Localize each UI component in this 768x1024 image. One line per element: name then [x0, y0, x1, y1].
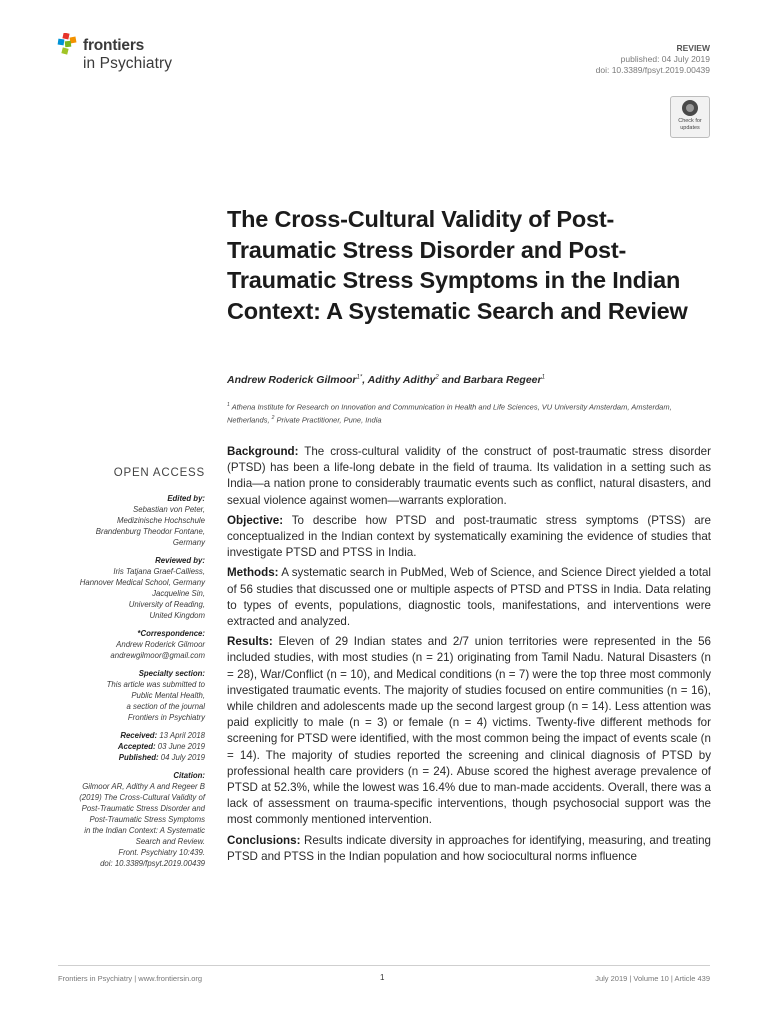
author-2[interactable]: Adithy Adithy — [367, 374, 436, 386]
conclusions-label: Conclusions: — [227, 833, 301, 847]
check-for-updates-label: Check for updates — [678, 118, 702, 131]
affiliation-1-marker: 1 — [227, 402, 230, 408]
received-value: 13 April 2018 — [157, 731, 205, 740]
published-label: Published: — [118, 753, 159, 762]
published-value: 04 July 2019 — [158, 753, 205, 762]
reviewed-by-heading: Reviewed by: — [155, 556, 205, 565]
author-1-affiliation: 1* — [356, 374, 363, 381]
conclusions-text: Results indicate diversity in approaches for identifying, measuring, and treating PTSD and PTSS in the Indian population and how sociocultural norms influence — [227, 833, 711, 863]
article-meta — [596, 43, 710, 76]
journal-name: in Psychiatry — [83, 55, 173, 72]
affiliations — [227, 400, 712, 426]
footer-journal-link[interactable]: Frontiers in Psychiatry | www.frontiersin.org — [58, 974, 203, 983]
methods-text: A systematic search in PubMed, Web of Science, and Science Direct yielded a total of 56 studies that discussed one or multiple aspects of PTSD and PTSS in India. Data relating to types of events, populations, diagnostic tools, manifestations, and interventions were extracted and analyzed. — [227, 566, 711, 629]
author-2-affiliation: 2 — [435, 374, 439, 381]
affiliation-2: Private Practitioner, Pune, India — [274, 415, 382, 425]
author-separator: , — [362, 374, 368, 386]
specialty-section: This article was submitted to Public Mental Health, a section of the journal Frontiers in Psychiatry — [106, 680, 205, 722]
received-label: Received: — [120, 731, 158, 740]
abstract-background — [227, 444, 711, 509]
published-date-sidebar — [40, 752, 205, 763]
results-label: Results: — [227, 635, 273, 649]
article-type: REVIEW — [676, 43, 710, 53]
brand-name: frontiers — [83, 37, 145, 54]
frontiers-logo-icon — [57, 33, 81, 63]
accepted-date — [40, 741, 205, 752]
author-3[interactable]: Barbara Regeer — [463, 374, 542, 386]
footer-volume-info: July 2019 | Volume 10 | Article 439 — [595, 974, 710, 983]
reviewed-by: Iris Tatjana Graef-Calliess, Hannover Medical School, Germany Jacqueline Sin, University of Reading, United Kingdom — [79, 567, 205, 620]
results-text: Eleven of 29 Indian states and 2/7 union territories were represented in the 56 included studies, with most studies (n = 21) originating from Tamil Nadu. Natural Disasters (n = 28), War/Conflict (n = 10), and Medical conditions (n = 7) were the top three most commonly investigated traumatic events. The majority of studies focused on entire communities (n = 16), while children and adolescents made up the second largest group (n = 14). Less attention was paid explicitly to male (n = 3) or female (n = 4) victims. Twenty-five different methods for screening for PTSD were identified, with the most common being the impact of events scale (n = 14). The majority of studies reported the screening and clinical diagnosis of PTSD by professional health care providers (n = 24). Abuse scored the highest average prevalence of PTSD at 52.3%, while the lowest was 16.4% due to man-made accidents. Overall, there was a lack of assessment on trauma-specific interventions, though psychosocial support was the most commonly mentioned intervention. — [227, 635, 711, 827]
edited-by: Sebastian von Peter, Medizinische Hochschule Brandenburg Theodor Fontane, Germany — [95, 505, 205, 547]
crossmark-icon — [682, 100, 698, 116]
accepted-value: 03 June 2019 — [155, 742, 205, 751]
abstract — [227, 444, 711, 869]
received-date — [40, 730, 205, 741]
background-label: Background: — [227, 445, 299, 458]
accepted-label: Accepted: — [117, 742, 156, 751]
page-number: 1 — [380, 973, 385, 982]
objective-text: To describe how PTSD and post-traumatic stress symptoms (PTSS) are conceptualized in the Indian context by systematically examining the evidence of studies that investigate PTSD and PTSS in India. — [227, 513, 711, 560]
correspondence[interactable]: Andrew Roderick Gilmoor andrewgilmoor@gmail.com — [110, 640, 205, 660]
journal-logo[interactable] — [57, 33, 197, 83]
check-for-updates-button[interactable] — [670, 96, 710, 138]
specialty-heading: Specialty section: — [138, 669, 205, 678]
correspondence-heading: *Correspondence: — [137, 629, 205, 638]
paper-title: The Cross-Cultural Validity of Post-Traumatic Stress Disorder and Post-Traumatic Stress Symptoms in the Indian Context: A Systematic Search and Review — [227, 206, 688, 324]
article-info-sidebar — [40, 493, 205, 869]
article-dates — [40, 730, 205, 763]
author-3-affiliation: 1 — [541, 374, 545, 381]
methods-label: Methods: — [227, 566, 279, 580]
affiliation-1: Athena Institute for Research on Innovation and Communication in Health and Life Sciences, VU University Amsterdam, Amsterdam, Netherlands, — [227, 402, 672, 425]
edited-by-heading: Edited by: — [167, 494, 205, 503]
background-text: The cross-cultural validity of the construct of post-traumatic stress disorder (PTSD) has been a life-long debate in the field of trauma. Its validation in a setting such as India—a nation prone to considerably traumatic events such as conflict, natural disasters, and sexual violence against women—warrants exploration. — [227, 445, 711, 507]
objective-label: Objective: — [227, 513, 284, 527]
abstract-methods — [227, 565, 711, 630]
author-list — [227, 374, 545, 386]
article-doi[interactable]: doi: 10.3389/fpsyt.2019.00439 — [595, 65, 710, 75]
open-access-label: OPEN ACCESS — [113, 467, 205, 479]
abstract-results — [227, 634, 711, 828]
abstract-conclusions — [227, 833, 711, 865]
footer-divider — [58, 965, 710, 966]
citation-heading: Citation: — [173, 771, 205, 780]
author-separator: and — [438, 374, 464, 386]
published-date: published: 04 July 2019 — [620, 54, 710, 64]
affiliation-2-marker: 2 — [271, 415, 275, 421]
abstract-objective — [227, 513, 711, 562]
author-1[interactable]: Andrew Roderick Gilmoor — [227, 374, 357, 386]
citation: Gilmoor AR, Adithy A and Regeer B (2019) The Cross-Cultural Validity of Post-Traumatic Stress Disorder and Post-Traumatic Stress Symptoms in the Indian Context: A Systematic Search and Review. Front. Psychiatry 10:439. doi: 10.3389/fpsyt.2019.00439 — [79, 782, 205, 868]
